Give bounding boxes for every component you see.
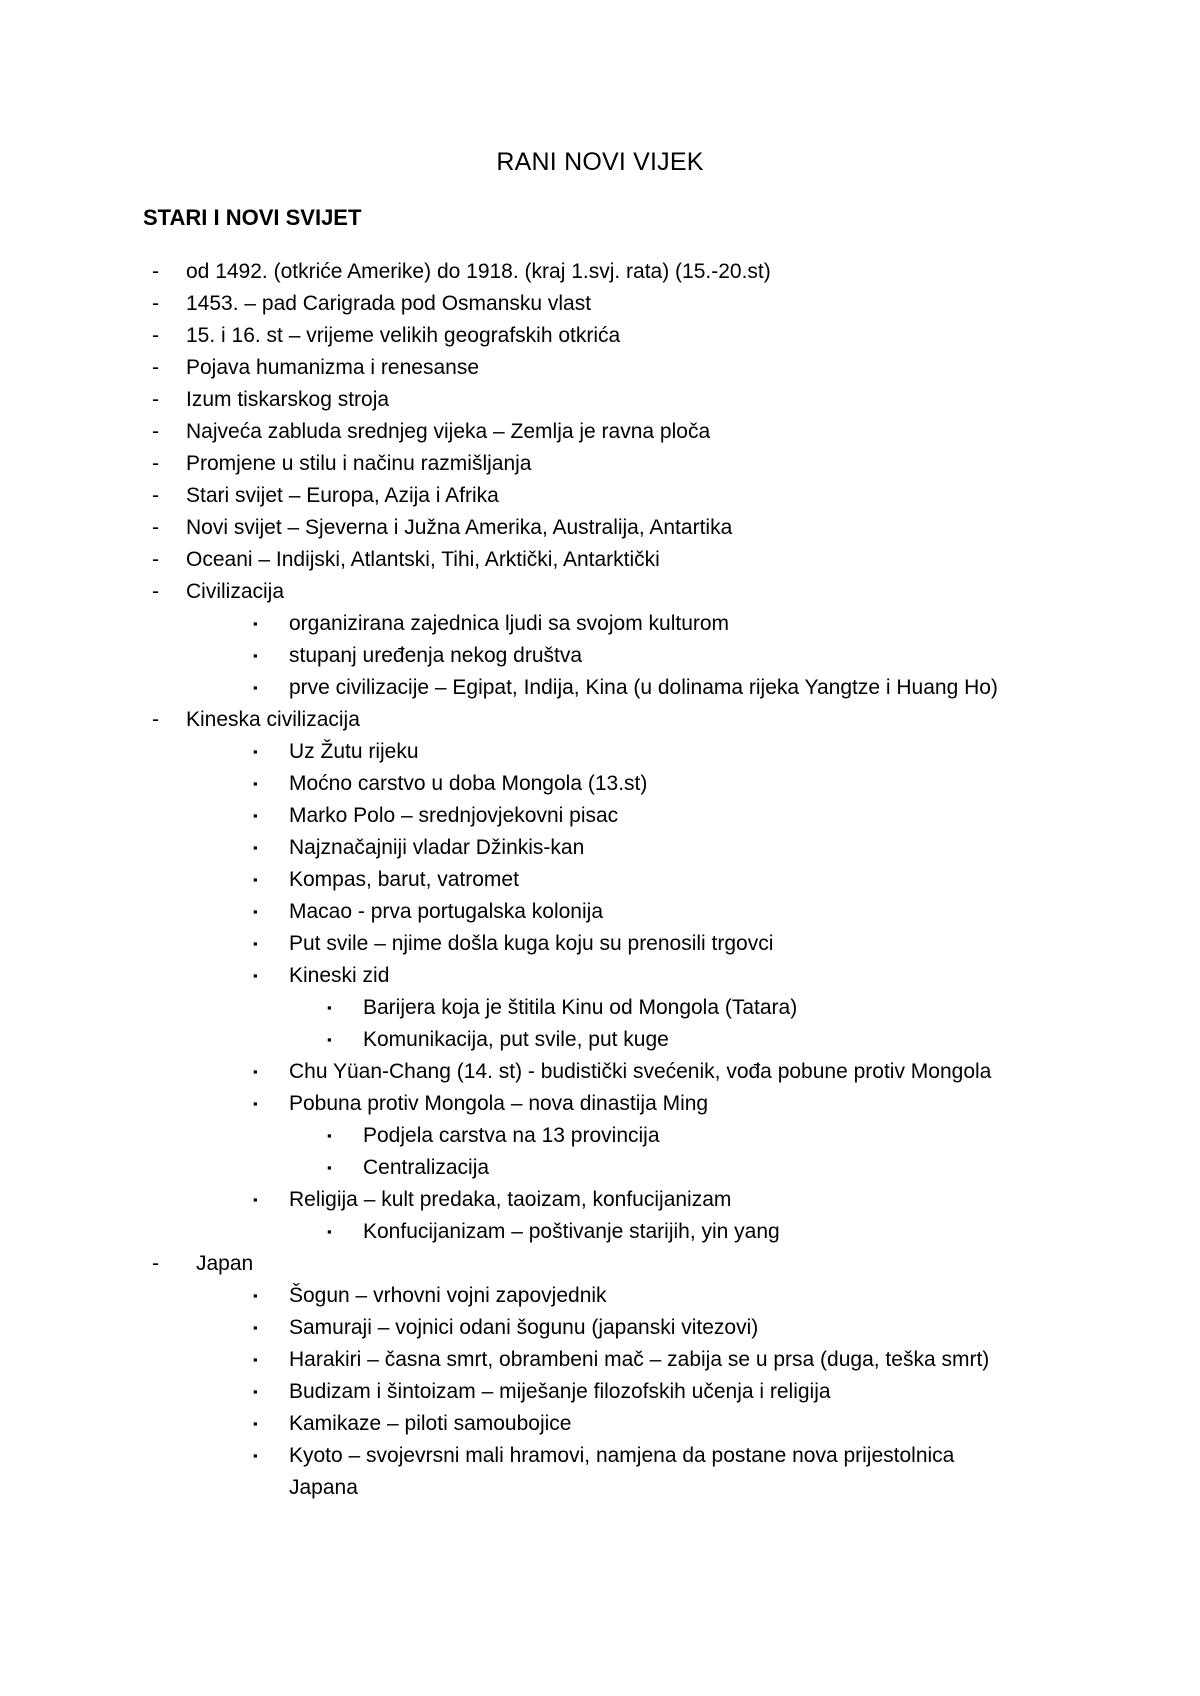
square-bullet-icon: ▪ xyxy=(253,616,258,631)
dash-marker: - xyxy=(152,324,159,347)
list-item xyxy=(0,1056,1200,1088)
dash-marker: - xyxy=(152,580,159,603)
list-item-text: Budizam i šintoizam – miješanje filozofskih učenja i religija xyxy=(289,1380,831,1403)
list-item xyxy=(0,896,1200,928)
dash-marker: - xyxy=(152,708,159,731)
list-item-text: stupanj uređenja nekog društva xyxy=(289,644,583,667)
list-item xyxy=(0,640,1200,672)
square-bullet-icon: ▪ xyxy=(327,1160,332,1175)
dash-marker: - xyxy=(152,388,159,411)
dash-marker: - xyxy=(152,484,159,507)
list-item-text: Moćno carstvo u doba Mongola (13.st) xyxy=(289,772,648,795)
list-item xyxy=(0,512,1200,544)
square-bullet-icon: ▪ xyxy=(253,968,258,983)
square-bullet-icon: ▪ xyxy=(327,1128,332,1143)
list-item xyxy=(0,480,1200,512)
square-bullet-icon: ▪ xyxy=(253,808,258,823)
list-item xyxy=(0,1280,1200,1312)
dash-marker: - xyxy=(152,420,159,443)
list-item xyxy=(0,1440,1200,1472)
list-item xyxy=(0,832,1200,864)
list-item-text: Japan xyxy=(196,1252,254,1275)
list-item xyxy=(0,1184,1200,1216)
list-item-text: Marko Polo – srednjovjekovni pisac xyxy=(289,804,619,827)
list-item-text: Kompas, barut, vatromet xyxy=(289,868,519,891)
dash-marker: - xyxy=(152,1252,159,1275)
list-item-text: Japana xyxy=(289,1476,358,1499)
square-bullet-icon: ▪ xyxy=(253,776,258,791)
list-item-text: Šogun – vrhovni vojni zapovjednik xyxy=(289,1284,607,1307)
bullet-list xyxy=(0,256,1200,1504)
list-item-text: Novi svijet – Sjeverna i Južna Amerika, Australija, Antartika xyxy=(186,516,733,539)
list-item-text: Chu Yüan-Chang (14. st) - budistički svećenik, vođa pobune protiv Mongola xyxy=(289,1060,992,1083)
list-item-text: Macao - prva portugalska kolonija xyxy=(289,900,603,923)
list-item-text: od 1492. (otkriće Amerike) do 1918. (kraj 1.svj. rata) (15.-20.st) xyxy=(186,260,771,283)
square-bullet-icon: ▪ xyxy=(253,1192,258,1207)
list-item-text: Kineska civilizacija xyxy=(186,708,360,731)
list-item xyxy=(0,384,1200,416)
list-item-text: Oceani – Indijski, Atlantski, Tihi, Arktički, Antarktički xyxy=(186,548,660,571)
list-item-text: Kyoto – svojevrsni mali hramovi, namjena da postane nova prijestolnica xyxy=(289,1444,955,1467)
list-item xyxy=(0,608,1200,640)
dash-marker: - xyxy=(152,548,159,571)
list-item xyxy=(0,288,1200,320)
list-item xyxy=(0,928,1200,960)
dash-marker: - xyxy=(152,292,159,315)
list-item-text: Uz Žutu rijeku xyxy=(289,740,419,763)
list-item xyxy=(0,736,1200,768)
list-item-text: Civilizacija xyxy=(186,580,285,603)
list-item-text: Stari svijet – Europa, Azija i Afrika xyxy=(186,484,499,507)
square-bullet-icon: ▪ xyxy=(253,1384,258,1399)
square-bullet-icon: ▪ xyxy=(253,872,258,887)
list-item xyxy=(0,1408,1200,1440)
section-heading: STARI I NOVI SVIJET xyxy=(143,205,362,230)
list-item-text: Pojava humanizma i renesanse xyxy=(186,356,479,379)
list-item xyxy=(0,1120,1200,1152)
dash-marker: - xyxy=(152,516,159,539)
list-item-text: Podjela carstva na 13 provincija xyxy=(363,1124,660,1147)
square-bullet-icon: ▪ xyxy=(253,840,258,855)
list-item-text: Put svile – njime došla kuga koju su prenosili trgovci xyxy=(289,932,774,955)
list-item-text: Pobuna protiv Mongola – nova dinastija Ming xyxy=(289,1092,709,1115)
square-bullet-icon: ▪ xyxy=(253,1448,258,1463)
list-item-text: organizirana zajednica ljudi sa svojom kulturom xyxy=(289,612,730,635)
list-item-text: Komunikacija, put svile, put kuge xyxy=(363,1028,669,1051)
square-bullet-icon: ▪ xyxy=(253,936,258,951)
list-item xyxy=(0,1344,1200,1376)
square-bullet-icon: ▪ xyxy=(327,1000,332,1015)
list-item-text: Kamikaze – piloti samoubojice xyxy=(289,1412,572,1435)
list-item xyxy=(0,256,1200,288)
list-item-text: Izum tiskarskog stroja xyxy=(186,388,390,411)
list-item-text: Centralizacija xyxy=(363,1156,490,1179)
list-item xyxy=(0,576,1200,608)
square-bullet-icon: ▪ xyxy=(253,1320,258,1335)
list-item xyxy=(0,448,1200,480)
square-bullet-icon: ▪ xyxy=(253,904,258,919)
square-bullet-icon: ▪ xyxy=(253,1416,258,1431)
square-bullet-icon: ▪ xyxy=(327,1032,332,1047)
list-item xyxy=(0,800,1200,832)
list-item-text: Religija – kult predaka, taoizam, konfucijanizam xyxy=(289,1188,732,1211)
dash-marker: - xyxy=(152,452,159,475)
list-item xyxy=(0,1088,1200,1120)
square-bullet-icon: ▪ xyxy=(253,1064,258,1079)
document-title: RANI NOVI VIJEK xyxy=(496,148,704,176)
list-item-text: Promjene u stilu i načinu razmišljanja xyxy=(186,452,532,475)
list-item xyxy=(0,416,1200,448)
list-item xyxy=(0,704,1200,736)
square-bullet-icon: ▪ xyxy=(253,1288,258,1303)
square-bullet-icon: ▪ xyxy=(253,648,258,663)
list-item-text: Harakiri – časna smrt, obrambeni mač – zabija se u prsa (duga, teška smrt) xyxy=(289,1348,990,1371)
list-item-text: Najznačajniji vladar Džinkis-kan xyxy=(289,836,585,859)
list-item xyxy=(0,1312,1200,1344)
square-bullet-icon: ▪ xyxy=(253,744,258,759)
list-item xyxy=(0,992,1200,1024)
list-item xyxy=(0,1216,1200,1248)
list-item xyxy=(0,1376,1200,1408)
list-item xyxy=(0,1024,1200,1056)
list-item xyxy=(0,864,1200,896)
list-item xyxy=(0,960,1200,992)
list-item xyxy=(0,544,1200,576)
list-item xyxy=(0,1472,1200,1504)
square-bullet-icon: ▪ xyxy=(253,1352,258,1367)
list-item xyxy=(0,320,1200,352)
list-item-text: 15. i 16. st – vrijeme velikih geografskih otkrića xyxy=(186,324,621,347)
list-item xyxy=(0,1248,1200,1280)
square-bullet-icon: ▪ xyxy=(253,1096,258,1111)
dash-marker: - xyxy=(152,356,159,379)
list-item-text: prve civilizacije – Egipat, Indija, Kina (u dolinama rijeka Yangtze i Huang Ho) xyxy=(289,676,998,699)
square-bullet-icon: ▪ xyxy=(327,1224,332,1239)
list-item-text: Najveća zabluda srednjeg vijeka – Zemlja je ravna ploča xyxy=(186,420,711,443)
list-item-text: Konfucijanizam – poštivanje starijih, yin yang xyxy=(363,1220,780,1243)
dash-marker: - xyxy=(152,260,159,283)
list-item xyxy=(0,1152,1200,1184)
square-bullet-icon: ▪ xyxy=(253,680,258,695)
list-item-text: Kineski zid xyxy=(289,964,390,987)
list-item xyxy=(0,768,1200,800)
list-item-text: 1453. – pad Carigrada pod Osmansku vlast xyxy=(186,292,592,315)
list-item-text: Samuraji – vojnici odani šogunu (japanski vitezovi) xyxy=(289,1316,759,1339)
list-item xyxy=(0,672,1200,704)
list-item xyxy=(0,352,1200,384)
list-item-text: Barijera koja je štitila Kinu od Mongola (Tatara) xyxy=(363,996,798,1019)
